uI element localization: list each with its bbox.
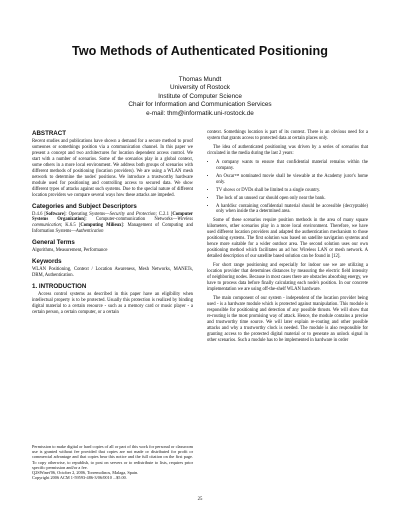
author-block	[0, 76, 400, 118]
list-item: • A harddisc containing confidential material should be accessible (decryptable) only when inside the a determined area.	[216, 204, 368, 216]
introduction-text: Access control systems as described in this paper have an eligibility when intellectual property is to be protected. Usually this protection is realized by binding digital material to a certain resource - such as a memory card or music player - a certain person, a certain computer, or a certain	[32, 292, 193, 316]
author-name: Thomas Mundt	[178, 76, 222, 83]
list-item: • TV shows or DVDs shall be limited to a single country.	[216, 188, 368, 194]
page-number: 25	[197, 497, 203, 502]
introduction-heading: 1. INTRODUCTION	[32, 283, 87, 291]
abstract-text: Recent studies and publications have shown a demand for a secure method to proof someones or somethings position via a communication channel. In this paper we present a concept and two architectures for location dependent access control. We start with a number of scenarios. Some of the scenarios play in a global context, some others in a more local environment. We address both groups of scenarios with different methods of positioning (location providers). We are using a WLAN mesh network to determine the nodes' positions. We introduce a trustworthy hardware module used for positioning and controlling access to secured data. We show different types of attacks against such systems. Due to the special nature of different location providers we compare several ways how these attacks are impeded.	[32, 139, 193, 198]
paragraph-context: context. Somethings location is part of its context. There is an obvious need for a system that grants access to protected data at certain places only.	[207, 130, 368, 141]
categories-text: D.4.6 [Software]: Operating Systems—Security and Protection; C.2.1 [Computer Systems Organization]: Computer-communication Networks—Wireless communication; K.6.5 [Computing Milieux]: Management of Computing and Information Systems—Authentication	[32, 211, 194, 235]
paper-title: Two Methods of Authenticated Positioning	[72, 44, 328, 58]
keywords-text: WLAN Positioning, Context / Location Awareness, Mesh Networks, MANETs, DRM, Authentication.	[32, 267, 193, 279]
keywords-heading: Keywords	[32, 258, 62, 266]
left-column	[32, 130, 193, 319]
scenario-list	[207, 160, 368, 216]
footnote-venue: Q2SWinet'06, October 2, 2006, Torremolinos, Malaga, Spain.	[32, 470, 139, 476]
author-email: e-mail: thm@informatik.uni-rostock.de	[146, 109, 254, 117]
general-terms-heading: General Terms	[32, 239, 75, 247]
paragraph-location-providers: Some of these scenarios require position methods in the area of many square kilometers, other scenarios play in a more local environment. Therefore, we have used different location providers and adapted the authentication mechanism to those positioning systems. The first solution was based on satellite navigation systems and hence more suitable for a wider outdoor area. The second solution uses our own positioning method which facilitates an ad hoc Wireless LAN or mesh network. A detailed description of our satellite based solution can be found in [12].	[207, 218, 368, 260]
affiliation-university: University of Rostock	[169, 84, 231, 92]
list-item: • An Oscar™ nominated movie shall be viewable at the Academy juror's home only.	[216, 174, 368, 186]
footnote-permission: Permission to make digital or hard copies of all or part of this work for personal or classroom use is granted without fee provided that copies are not made or distributed for profit or commercial advantage and that copies bear this notice and the full citation on the first page. To copy otherwise, to republish, to post on servers or to redistribute to lists, requires prior specific permission and/or a fee.	[32, 444, 193, 470]
paragraph-short-range: For short range positioning and especially for indoor use we are utilizing a location provider that determines distances by measuring the electric field intensity of neighboring nodes. Because in most cases there are obstacles absorbing energy, we have to process data before finally calculating each node's position. In our concrete implementation we are using off-the-shelf WLAN hardware.	[207, 263, 368, 292]
affiliation-chair: Chair for Information and Communication Services	[128, 101, 272, 109]
general-terms-text: Algorithms, Measurement, Performance	[32, 248, 108, 254]
permission-footnote	[32, 444, 193, 480]
right-column	[207, 130, 368, 347]
affiliation-institute: Institute of Computer Science	[158, 92, 242, 100]
paragraph-hardware-module: The main component of our system - independent of the location provider being used - is a hardware module which is protected against manipulation. This module is responsible for positioning and detection of any possible thrusts. We will show that re-routing is the most promising way of attack. Hence, the module contains a precise and trustworthy time source. We will later explain re-routing and other possible attacks and why a trustworthy clock is needed. The module is also responsible for granting access to the protected digital material or to generate an unlock signal in other scenarios. Such a module has to be implemented in hardware in order	[207, 295, 368, 343]
categories-heading: Categories and Subject Descriptors	[32, 202, 137, 210]
list-item: • A company wants to ensure that confidential material remains within the company.	[216, 160, 368, 172]
abstract-heading: ABSTRACT	[32, 130, 67, 137]
footnote-copyright: Copyright 2006 ACM 1-59593-486-3/06/0010 ...$5.00.	[32, 475, 127, 481]
list-item: • The lock of an unused car should open only near the bank.	[216, 196, 368, 202]
paragraph-scenarios-intro: The idea of authenticated positioning was driven by a series of scenarios that circulated in the media during the last 2 years:	[207, 144, 368, 156]
